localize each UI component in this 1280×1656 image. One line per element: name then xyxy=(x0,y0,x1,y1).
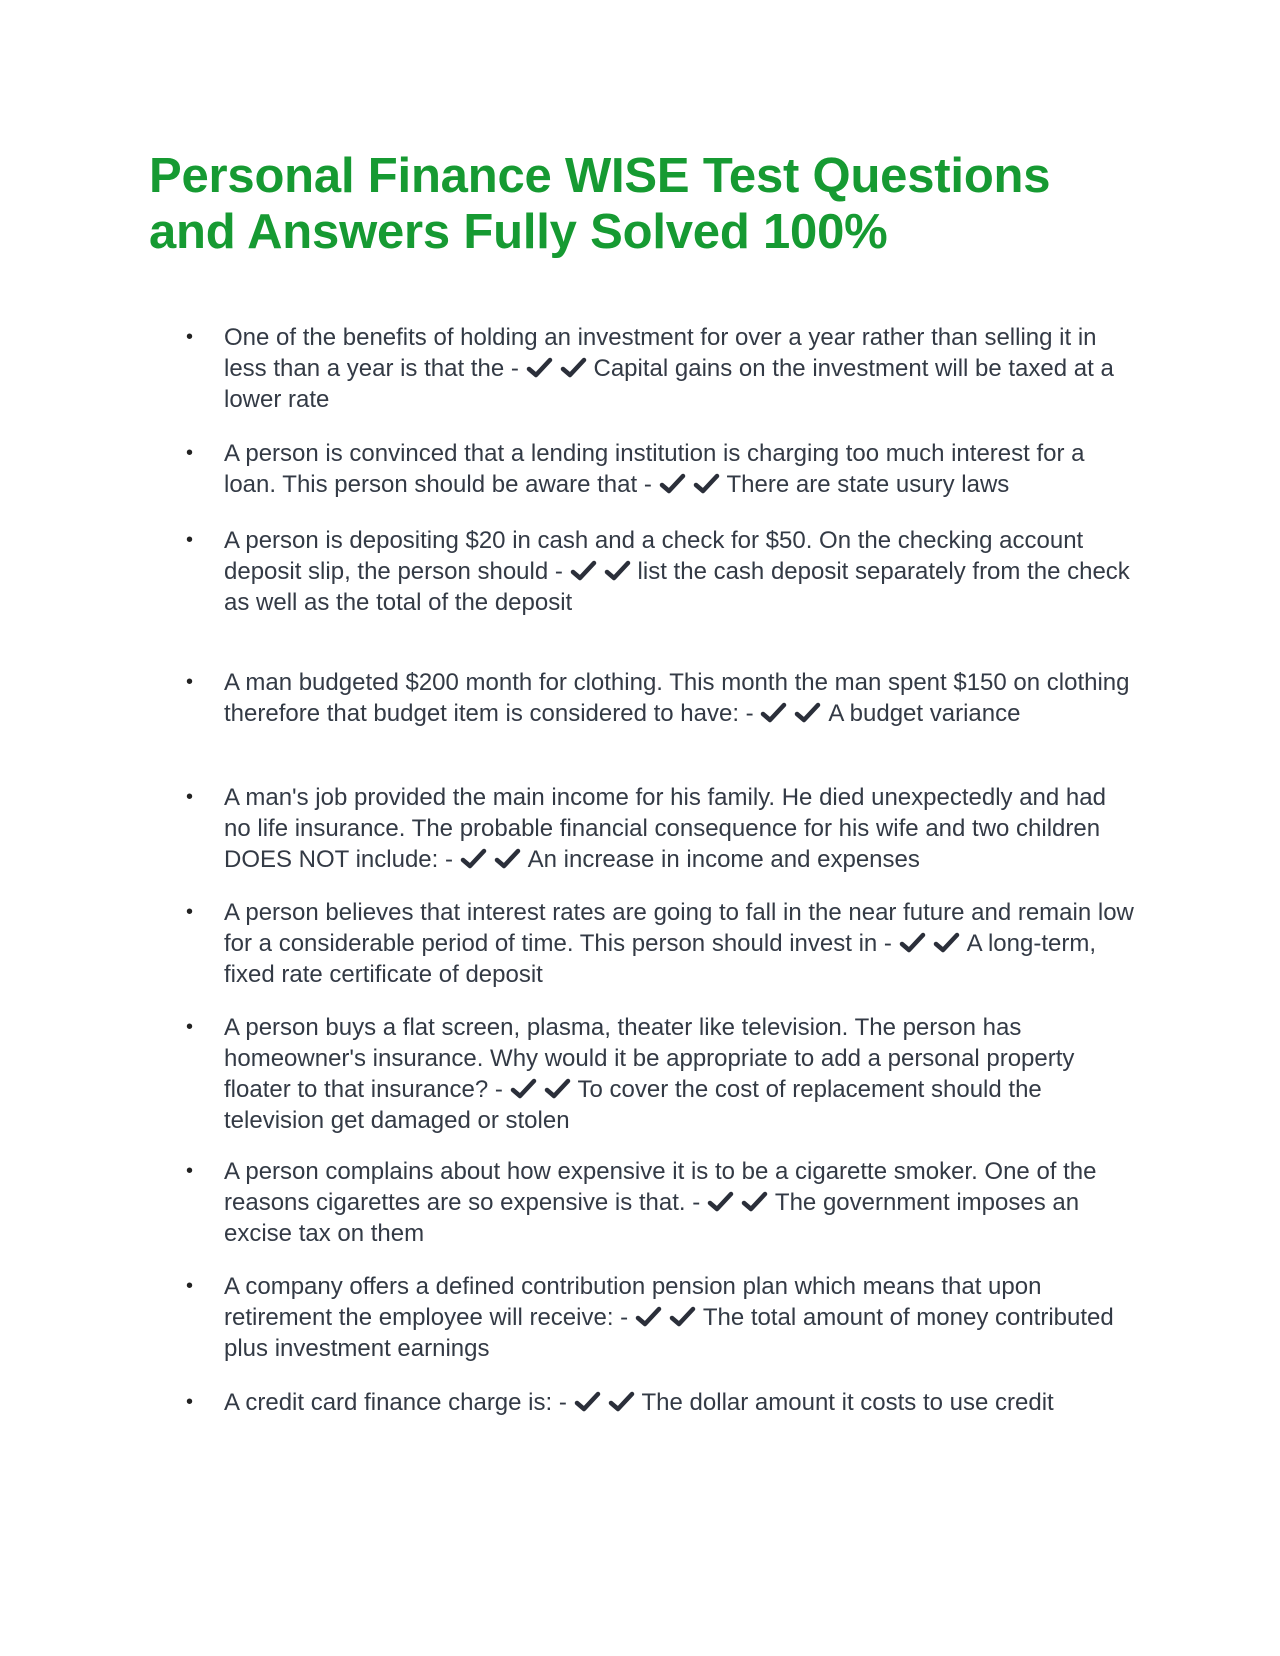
answer-text: A budget variance xyxy=(828,700,1021,727)
question-text: A person is convinced that a lending institution is charging too much interest for a loan. This person should be aware that - xyxy=(224,440,1085,498)
qa-text xyxy=(224,438,1134,500)
check-mark-icon xyxy=(544,1078,572,1100)
bullet-icon: • xyxy=(186,442,194,464)
qa-text xyxy=(224,897,1134,990)
answer-text: Capital gains on the investment will be taxed at a lower rate xyxy=(224,355,1114,413)
bullet-icon: • xyxy=(186,1160,194,1182)
check-mark-icon xyxy=(760,702,788,724)
check-mark-icon xyxy=(635,1306,663,1328)
answer-text: The dollar amount it costs to use credit xyxy=(641,1389,1054,1416)
answer-text: An increase in income and expenses xyxy=(527,846,920,873)
check-mark-icon xyxy=(494,848,522,870)
question-text: A person buys a flat screen, plasma, theater like television. The person has homeowner's insurance. Why would it be appropriate to add a personal property floater to that insurance? - xyxy=(224,1014,1075,1103)
qa-text xyxy=(224,525,1134,618)
check-mark-icon xyxy=(560,357,588,379)
check-mark-icon xyxy=(570,560,598,582)
check-mark-icon xyxy=(933,932,961,954)
question-text: One of the benefits of holding an investment for over a year rather than selling it in less than a year is that the - xyxy=(224,324,1097,382)
check-mark-icon xyxy=(707,1191,735,1213)
check-mark-icon xyxy=(604,560,632,582)
question-text: A man's job provided the main income for his family. He died unexpectedly and had no life insurance. The probable financial consequence for his wife and two children DOES NOT include: - xyxy=(224,784,1106,873)
answer-text: The government imposes an excise tax on them xyxy=(224,1189,1080,1247)
qa-text xyxy=(224,1387,1134,1418)
qa-text xyxy=(224,782,1134,875)
qa-text xyxy=(224,322,1134,415)
answer-text: There are state usury laws xyxy=(726,471,1010,498)
bullet-icon: • xyxy=(186,786,194,808)
check-mark-icon xyxy=(794,702,822,724)
answer-text: The total amount of money contributed plus investment earnings xyxy=(224,1304,1114,1362)
bullet-icon: • xyxy=(186,1275,194,1297)
bullet-icon: • xyxy=(186,901,194,923)
qa-text xyxy=(224,667,1134,729)
question-text: A man budgeted $200 month for clothing. This month the man spent $150 on clothing therefore that budget item is considered to have: - xyxy=(224,669,1130,727)
check-mark-icon xyxy=(460,848,488,870)
answer-text: To cover the cost of replacement should the television get damaged or stolen xyxy=(224,1076,1042,1134)
qa-text xyxy=(224,1271,1134,1364)
document-title: Personal Finance WISE Test Questions and Answers Fully Solved 100% xyxy=(149,149,1051,259)
check-mark-icon xyxy=(510,1078,538,1100)
check-mark-icon xyxy=(659,473,687,495)
check-mark-icon xyxy=(526,357,554,379)
bullet-icon: • xyxy=(186,326,194,348)
bullet-icon: • xyxy=(186,1391,194,1413)
qa-text xyxy=(224,1012,1134,1136)
check-mark-icon xyxy=(741,1191,769,1213)
check-mark-icon xyxy=(899,932,927,954)
bullet-icon: • xyxy=(186,529,194,551)
check-mark-icon xyxy=(608,1391,636,1413)
qa-text xyxy=(224,1156,1134,1249)
question-text: A company offers a defined contribution pension plan which means that upon retirement the employee will receive: - xyxy=(224,1273,1042,1331)
check-mark-icon xyxy=(574,1391,602,1413)
question-text: A person complains about how expensive it is to be a cigarette smoker. One of the reasons cigarettes are so expensive is that. - xyxy=(224,1158,1097,1216)
check-mark-icon xyxy=(693,473,721,495)
answer-text: A long-term, fixed rate certificate of deposit xyxy=(224,930,1096,988)
bullet-icon: • xyxy=(186,1016,194,1038)
bullet-icon: • xyxy=(186,671,194,693)
question-text: A credit card finance charge is: - xyxy=(224,1389,567,1416)
answer-text: list the cash deposit separately from the check as well as the total of the deposit xyxy=(224,558,1130,616)
question-text: A person believes that interest rates are going to fall in the near future and remain low for a considerable period of time. This person should invest in - xyxy=(224,899,1134,957)
question-text: A person is depositing $20 in cash and a check for $50. On the checking account deposit slip, the person should - xyxy=(224,527,1084,585)
check-mark-icon xyxy=(669,1306,697,1328)
